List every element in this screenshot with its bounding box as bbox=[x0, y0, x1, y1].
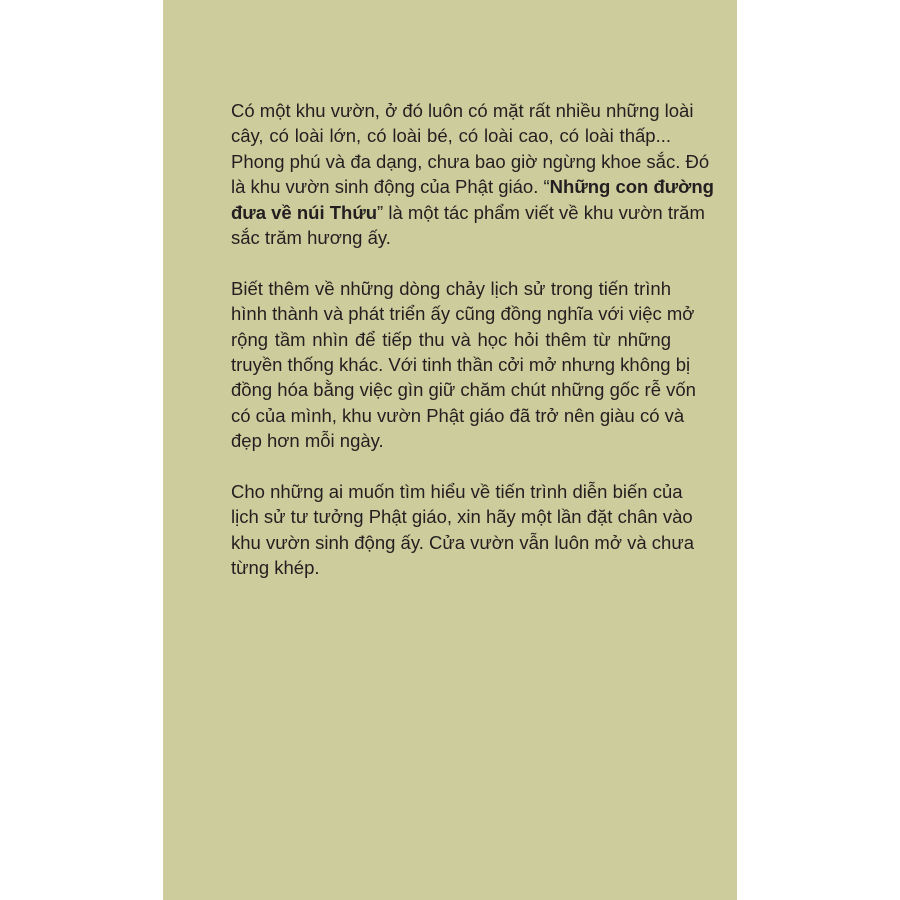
text-run: ” là một tác phẩm viết về khu vườn trăm bbox=[377, 201, 705, 223]
text-run: từng khép. bbox=[231, 557, 320, 579]
text-line bbox=[231, 403, 685, 428]
text-run: Cho những ai muốn tìm hiểu về tiến trình diễn biến của bbox=[231, 481, 683, 503]
text-line bbox=[231, 149, 710, 174]
text-line bbox=[231, 225, 671, 250]
blurb-paragraph-1 bbox=[231, 98, 714, 250]
blurb-paragraph-2 bbox=[231, 276, 696, 454]
text-line bbox=[231, 123, 671, 148]
text-run: có của mình, khu vườn Phật giáo đã trở nên giàu có và bbox=[231, 404, 685, 426]
blurb-text bbox=[231, 98, 714, 606]
text-run: sắc trăm hương ấy. bbox=[231, 227, 391, 249]
text-run: cây, có loài lớn, có loài bé, có loài cao, có loài thấp... bbox=[231, 125, 671, 147]
back-cover bbox=[163, 0, 737, 900]
text-run: lịch sử tư tưởng Phật giáo, xin hãy một lần đặt chân vào bbox=[231, 506, 693, 528]
text-run: rộng tầm nhìn để tiếp thu và học hỏi thêm từ những bbox=[231, 328, 671, 350]
text-run: Phong phú và đa dạng, chưa bao giờ ngừng khoe sắc. Đó bbox=[231, 150, 710, 172]
text-run: đẹp hơn mỗi ngày. bbox=[231, 430, 384, 452]
text-run: khu vườn sinh động ấy. Cửa vườn vẫn luôn mở và chưa bbox=[231, 531, 695, 553]
text-line bbox=[231, 352, 691, 377]
text-run: Có một khu vườn, ở đó luôn có mặt rất nhiều những loài bbox=[231, 100, 694, 121]
text-line bbox=[231, 479, 683, 504]
text-line bbox=[231, 504, 693, 529]
text-line bbox=[231, 276, 671, 301]
text-line bbox=[231, 377, 696, 402]
blurb-paragraph-3 bbox=[231, 479, 695, 581]
text-line bbox=[231, 555, 671, 580]
text-line bbox=[231, 327, 671, 352]
text-line bbox=[231, 530, 695, 555]
text-run: là khu vườn sinh động của Phật giáo. “ bbox=[231, 176, 550, 198]
text-line bbox=[231, 98, 694, 123]
text-run: truyền thống khác. Với tinh thần cởi mở nhưng không bị bbox=[231, 354, 691, 376]
text-run: đồng hóa bằng việc gìn giữ chăm chút những gốc rễ vốn bbox=[231, 379, 696, 401]
text-line bbox=[231, 428, 671, 453]
text-line bbox=[231, 301, 695, 326]
book-title-text: Những con đường bbox=[549, 176, 714, 198]
book-title-text: đưa về núi Thứu bbox=[231, 201, 378, 223]
text-line bbox=[231, 200, 705, 225]
text-line bbox=[231, 174, 714, 199]
text-run: hình thành và phát triển ấy cũng đồng nghĩa với việc mở bbox=[231, 303, 695, 325]
text-run: Biết thêm về những dòng chảy lịch sử trong tiến trình bbox=[231, 277, 671, 299]
